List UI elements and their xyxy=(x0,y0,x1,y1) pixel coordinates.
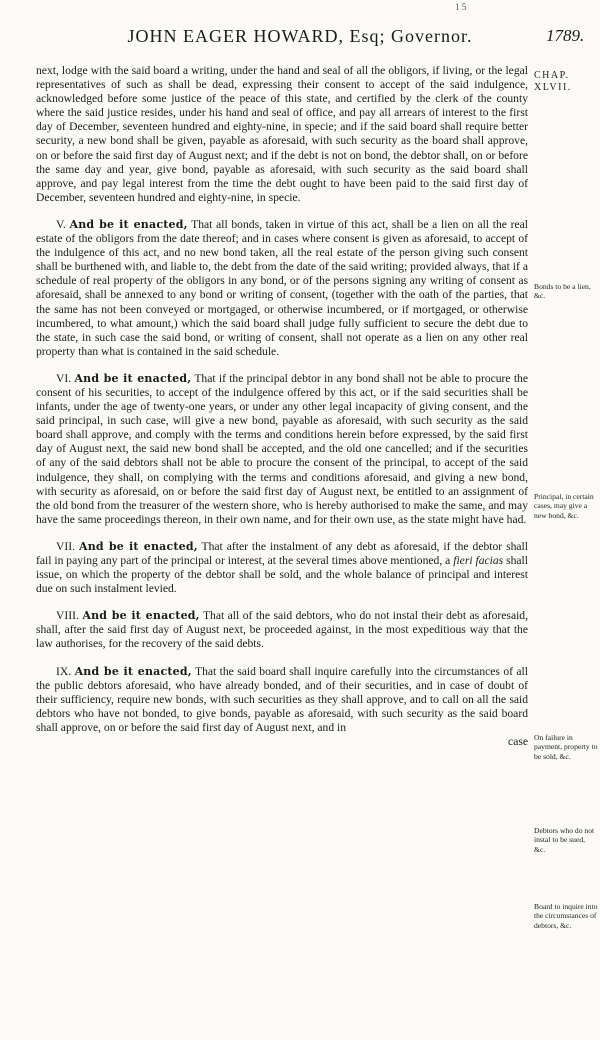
margin-note-section-8: Debtors who do not instal to be sued, &c. xyxy=(534,826,595,854)
latin-term: fieri facias xyxy=(453,554,504,567)
margin-note-section-6: Principal, in certain cases, may give a new bond, &c. xyxy=(534,492,594,520)
section-6 xyxy=(36,372,528,527)
year-mark: 1789. xyxy=(546,26,585,45)
chapter-number: XLVII. xyxy=(534,82,572,93)
chapter-note xyxy=(534,70,598,94)
running-title: JOHN EAGER HOWARD, Esq; Governor. xyxy=(127,26,473,46)
section-number: V. xyxy=(56,217,66,231)
section-text: That after the instalment of any debt as aforesaid, if the debtor shall fail in paying any part of the principal or interest, at the several times above mentioned, a xyxy=(36,539,528,567)
section-number: IX. xyxy=(56,664,72,678)
enacting-clause: And be it enacted, xyxy=(82,609,200,623)
section-8 xyxy=(36,609,528,651)
continuation-paragraph: next, lodge with the said board a writing, under the hand and seal of all the obligors, if living, or the legal representatives of such as shall be dead, expressing their consent to accept of the said indulgence, acknowledged before some justice of the peace of this state, and certified by the clerk of the county where the said justice resides, under his hand and seal of office, and pay all arrears of interest to the first day of December, seventeen hundred and eighty-nine, in specie; and if the said board shall require better security, a new bond shall be given, payable as aforesaid, with such security as the board shall approve, on or before the said first day of August next; and if the debt is not on bond, the debtor shall, on or before the same day and year, give bond, payable as aforesaid, with such security as the said board shall approve, and pay legal interest from the time the debt ought to have been paid to the said first day of December, seventeen hundred and eighty-nine, in specie. xyxy=(36,64,528,204)
folio-mark: 1 5 xyxy=(455,2,467,12)
margin-note-section-7: On failure in payment, property to be sold, &c. xyxy=(534,733,598,761)
enacting-clause: And be it enacted, xyxy=(78,539,198,553)
section-9 xyxy=(36,665,528,735)
margin-note-section-9: Board to inquire into the circumstances of debtors, &c. xyxy=(534,902,598,930)
margin-note-section-5: Bonds to be a lien, &c. xyxy=(534,282,591,301)
section-text: shall issue, on which the property of the debtor shall be sold, and the whole balance of principal and interest due on such instalment levied. xyxy=(36,554,528,596)
chapter-label: CHAP. xyxy=(534,70,570,81)
body-text xyxy=(36,64,528,749)
section-7 xyxy=(36,540,528,596)
enacting-clause: And be it enacted, xyxy=(74,664,192,678)
catchword: case xyxy=(508,735,528,749)
section-5 xyxy=(36,218,528,359)
section-text: That all bonds, taken in virtue of this act, shall be a lien on all the real estate of the obligors from the date thereof; and in cases where consent is given as aforesaid, to accept of the indulgence of this act, and no new bond taken, all the real estate of the person giving such consent shall be burthened with, and liable to, the debt from the date of the said writing; provided always, that if a schedule of real property of the obligors in any bond, or of the persons signing any writing of consent as aforesaid, shall be annexed to any bond or writing of consent, (together with the oath of the parties, that the same has not been conveyed or mortgaged, or otherwise incumbered, or if mortgaged, or otherwise incumbered, to what amount,) which the said board shall judge fully sufficient to secure the debt due to the state, in such case the said bond, or writing of consent, shall not operate as a lien on any other real property than what is contained in the said schedule. xyxy=(36,217,528,358)
section-text: That if the principal debtor in any bond shall not be able to procure the consent of his securities, to accept of the indulgence offered by this act, or if the said securities shall be infants, under the age of twenty-one years, or under any other legal incapacity of giving consent, and the said principal, in such case, will give a new bond, payable as aforesaid, with such security as the said board shall approve, and comply with the terms and conditions herein before expressed, by the said first day of August next, the said new bond shall be accepted, and the old one cancelled; and if the securities of any of the said debtors shall not be able to procure the consent of the principal, to accept of the said indulgence, they shall, on complying with the terms and conditions aforesaid, and giving a new bond, with security as aforesaid, on or before the said first day of August next, be entitled to an assignment of the old bond from the treasurer of the western shore, who is hereby authorised to make the same, and may have the same proceedings thereon, in their own name, and for their own use, as the state might have had. xyxy=(36,371,529,526)
enacting-clause: And be it enacted, xyxy=(69,217,188,231)
section-text: That the said board shall inquire carefully into the circumstances of all the public debtors aforesaid, who have already bonded, and of their securities, and in case of doubt of their sufficiency, require new bonds, with such securities as they shall approve, and to call on all the said debtors who have not bonded, to give bonds, payable as aforesaid, with such security as the said board shall approve, on or before the said first day of August next, and in xyxy=(36,664,528,734)
section-number: VI. xyxy=(56,371,72,385)
section-number: VIII. xyxy=(56,609,79,623)
enacting-clause: And be it enacted, xyxy=(74,371,192,385)
section-text: That all of the said debtors, who do not instal their debt as aforesaid, shall, after the said first day of August next, be proceeded against, in the most expeditious way that the law authorises, for the recovery of the said debts. xyxy=(36,609,529,651)
section-number: VII. xyxy=(56,539,75,553)
